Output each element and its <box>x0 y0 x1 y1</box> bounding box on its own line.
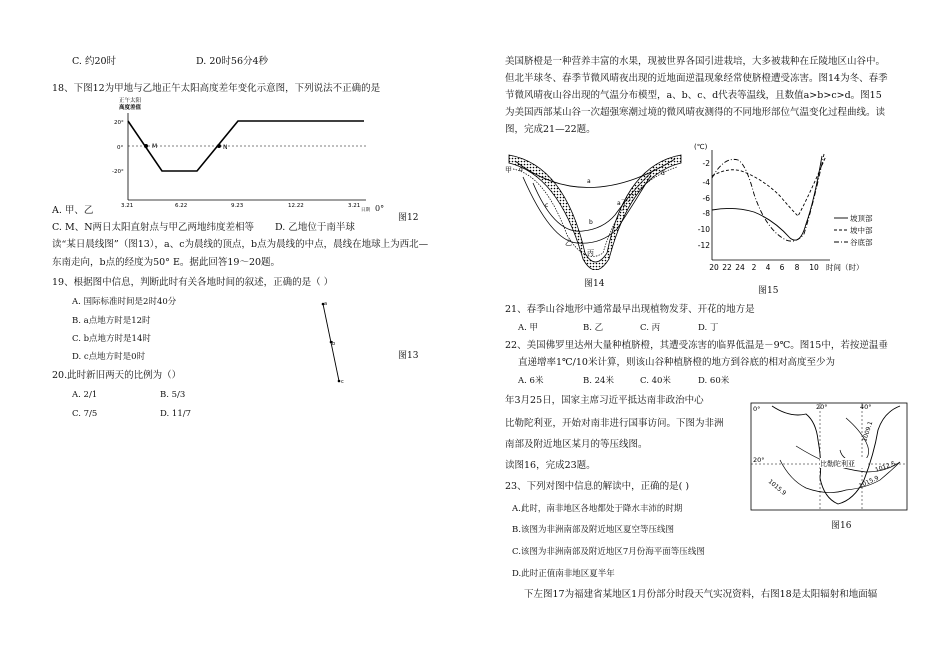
fig16-coastline <box>772 406 900 504</box>
q19-option-b: B. a点地方时是12时 <box>72 316 151 326</box>
read13-line2: 东南走向，b点的经度为50° E。据此回答19～20题。 <box>52 257 281 268</box>
fig15-legend-2: 坡中部 <box>850 226 873 235</box>
q20-option-b: B. 5/3 <box>160 390 186 400</box>
fig13-label-b: b <box>332 341 336 347</box>
fig13-label-c: c <box>341 379 344 385</box>
fig14-ground <box>509 155 681 270</box>
fig16-lon-0: 0° <box>753 405 761 413</box>
q20-option-a: A. 2/1 <box>72 390 98 400</box>
fig16-lat-20: 20° <box>753 456 765 464</box>
fig15-caption: 图15 <box>758 286 779 296</box>
fig15-xtick-2: 22 <box>722 263 732 272</box>
fig12-label-n: N <box>223 144 228 151</box>
intro-line-2: 但北半球冬、春季节微风晴夜出现的近地面逆温现象经常使脐橙遭受冻害。图14为冬、春季 <box>505 73 888 84</box>
fig12-xtick-2: 6.22 <box>175 203 188 209</box>
q19-option-c: C. b点地方时是14时 <box>72 334 151 344</box>
fig13-label-a: a <box>324 301 328 307</box>
fig12-xtick-1: 3.21 <box>121 203 134 209</box>
news-line-3: 南部及附近地区某月的等压线图。 <box>505 439 648 450</box>
fig15-xtick-3: 24 <box>735 263 745 272</box>
fig13-point-c <box>338 380 341 383</box>
fig15-legend-3: 谷底部 <box>850 238 873 247</box>
fig15-line-valley-bottom <box>712 154 824 241</box>
fig15-ytick-1: -2 <box>702 159 710 168</box>
q23-stem: 23、下列对图中信息的解读中，正确的是( ) <box>505 481 690 492</box>
q21-stem: 21、春季山谷地形中通常最早出现植物发芽、开花的地方是 <box>505 304 755 315</box>
q18-options-ab: A. 甲、乙 <box>52 205 94 216</box>
q23-option-b: B.该图为非洲南部及附近地区夏空等压线图 <box>512 525 674 535</box>
fig12-ylabel-2: 高度差值 <box>119 105 142 111</box>
fig12-ylabel-1: 正午太阳 <box>119 98 142 104</box>
fig14-label-c: c <box>545 202 549 209</box>
fig15-xtick-6: 6 <box>779 263 785 272</box>
q22-option-d: D. 60米 <box>698 376 730 386</box>
fig14-isotherm-d <box>513 167 677 256</box>
fig15-unit: (℃) <box>694 143 708 151</box>
fig12-zero-text: 0° <box>375 204 385 213</box>
q22-line1: 22、美国佛罗里达州大量种植脐橙，其遭受冻害的临界低温是－9℃。图15中，若按逆温垂 <box>505 340 888 351</box>
fig12-label-m: M <box>152 143 158 150</box>
fig15-legend-1: 坡顶部 <box>850 214 873 223</box>
q22-option-c: C. 40米 <box>640 376 671 386</box>
fig14-label-yi: 乙 <box>565 239 572 247</box>
fig16-caption: 图16 <box>831 521 852 531</box>
q21-option-a: A. 甲 <box>518 323 539 333</box>
q18-option-d: D. 乙地位于南半球 <box>275 222 355 233</box>
figure-16-isobar-map <box>750 400 910 512</box>
q22-option-b: B. 24米 <box>583 376 614 386</box>
q20-stem: 20.此时新旧两天的比例为（） <box>52 370 182 381</box>
q17-option-d: D. 20时56分4秒 <box>196 56 269 67</box>
fig15-ytick-2: -4 <box>702 178 710 187</box>
fig16-iso-1015-left-label: 1015.9 <box>766 478 788 498</box>
q19-stem: 19、根据图中信息，判断此时有关各地时间的叙述，正确的是（ ） <box>52 277 334 288</box>
intro-line-1: 美国脐橙是一种营养丰富的水果，现被世界各国引进栽培，大多被栽种在丘陵地区山谷中。 <box>505 56 886 67</box>
fig12-ytick-neg20: -20° <box>112 169 124 175</box>
fig15-ytick-4: -8 <box>702 209 710 218</box>
fig14-label-d1: d <box>519 166 523 173</box>
fig15-x-label: 时间（时） <box>826 263 864 272</box>
fig15-xtick-4: 2 <box>751 263 757 272</box>
fig12-point-m <box>144 144 148 148</box>
fig14-label-jia: 甲 <box>505 166 512 174</box>
fig15-xtick-5: 4 <box>765 263 771 272</box>
intro-line-3: 节微风晴夜山谷出现的气温分布模型，a、b、c、d代表等温线，且数值a>b>c>d。图15 <box>505 90 882 101</box>
fig14-label-bing: 丙 <box>587 249 594 257</box>
q23-option-d: D.此时正值南非地区夏半年 <box>512 569 615 579</box>
fig16-lon-40: 40° <box>860 403 872 411</box>
figure-15-temperature-chart <box>694 142 884 280</box>
fig15-xtick-1: 20 <box>709 263 719 272</box>
fig14-isotherm-c <box>523 175 651 243</box>
fig15-line-slope-mid <box>712 156 826 216</box>
fig16-iso-1012-label: 1012.5 <box>874 460 897 474</box>
fig16-city-label: 比勒陀利亚 <box>820 460 855 468</box>
fig15-ytick-6: -12 <box>697 241 710 250</box>
news-line-1: 年3月25日，国家主席习近平抵达南非政治中心 <box>505 395 704 406</box>
q21-option-d: D. 丁 <box>698 323 719 333</box>
fig12-ytick-20: 20° <box>114 120 124 126</box>
q20-option-d: D. 11/7 <box>160 409 192 419</box>
last-line: 下左图17为福建省某地区1月份部分时段天气实况资料，右图18是太阳辐射和地面辐 <box>524 589 878 600</box>
q18-option-c: C. M、N两日太阳直射点与甲乙两地纬度差相等 <box>52 222 255 233</box>
fig15-xtick-8: 10 <box>809 263 819 272</box>
fig14-label-ding: 丁 <box>621 199 628 207</box>
news-line-4: 读图16，完成23题。 <box>505 460 596 471</box>
q22-option-a: A. 6米 <box>518 376 544 386</box>
fig14-label-b: b <box>589 219 593 226</box>
q17-option-c: C. 约20时 <box>72 56 117 67</box>
fig16-iso-1009-label: 1009.1 <box>861 420 875 443</box>
intro-line-5: 图，完成21—22题。 <box>505 124 596 135</box>
q19-option-a: A. 国际标准时间是2时40分 <box>72 297 177 307</box>
fig14-label-a: a <box>587 178 591 185</box>
fig14-label-c-right: a <box>617 200 621 207</box>
fig12-caption: 图12 <box>398 213 419 223</box>
fig12-xtick-5: 3.21 <box>348 203 361 209</box>
q21-option-c: C. 丙 <box>640 323 661 333</box>
figure-14-valley-model <box>505 145 685 270</box>
fig15-xtick-7: 8 <box>794 263 800 272</box>
fig12-xaxis-label: 日期 <box>361 208 370 213</box>
q23-option-c: C.该图为非洲南部及附近地区7月份海平面等压线图 <box>512 547 705 557</box>
q20-option-c: C. 7/5 <box>72 409 98 419</box>
fig15-ytick-3: -6 <box>702 194 710 203</box>
q23-option-a: A.此时，南非地区各地都处于降水丰沛的时期 <box>512 504 683 514</box>
fig16-lon-20: 20° <box>816 403 828 411</box>
read13-line1: 读“某日晨线图”（图13），a、c为晨线的顶点，b点为晨线的中点，晨线在地球上为西北— <box>52 239 429 250</box>
intro-line-4: 为美国西部某山谷一次超强寒潮过境的微风晴夜测得的不同地形部位气温变化过程曲线。读 <box>505 107 886 118</box>
fig12-xtick-4: 12.22 <box>288 203 304 209</box>
figure-13-terminator <box>318 298 348 386</box>
figure-12-chart <box>112 96 374 213</box>
fig12-point-n <box>217 144 221 148</box>
fig15-ytick-5: -10 <box>697 225 710 234</box>
q22-line2: 直递增率1℃/10米计算，则该山谷种植脐橙的地方到谷底的相对高度至少为 <box>518 357 835 368</box>
fig15-line-slope-top <box>712 156 822 240</box>
fig14-label-d2: d <box>661 170 665 177</box>
q19-option-d: D. c点地方时是0时 <box>72 352 146 362</box>
fig14-caption: 图14 <box>584 279 605 289</box>
news-line-2: 比勒陀利亚，开始对南非进行国事访问。下图为非洲 <box>505 418 724 429</box>
fig16-iso-1015-right-label: 1015.9 <box>857 474 880 490</box>
q21-option-b: B. 乙 <box>583 323 604 333</box>
fig12-ytick-0: 0° <box>117 145 124 151</box>
q18-stem: 18、下图12为甲地与乙地正午太阳高度差年变化示意图，下列说法不正确的是 <box>52 83 381 94</box>
fig12-xtick-3: 9.23 <box>231 203 244 209</box>
fig13-caption: 图13 <box>398 351 419 361</box>
